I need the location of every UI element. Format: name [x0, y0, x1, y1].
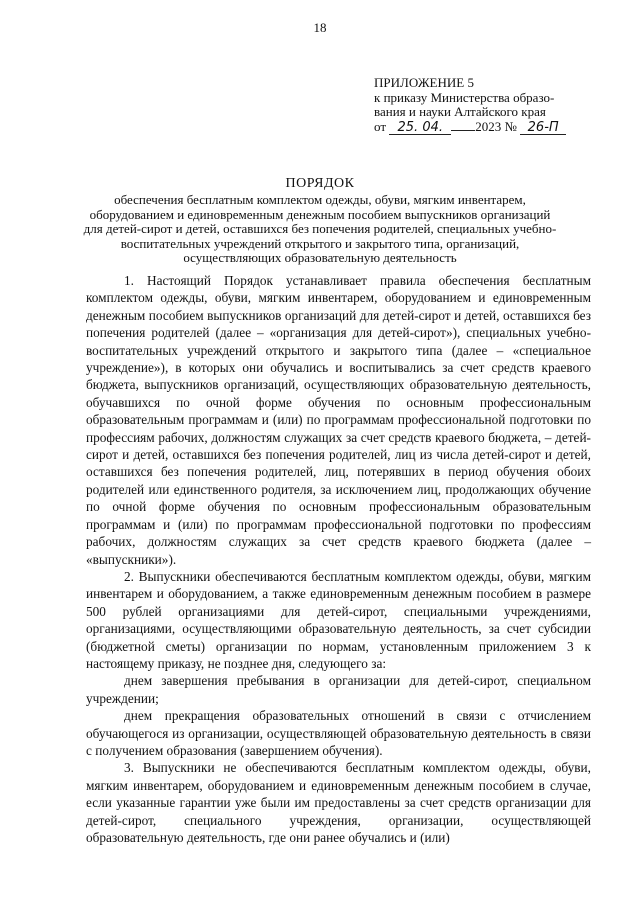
handwritten-number: 26-П — [527, 119, 559, 135]
date-blank — [451, 130, 475, 131]
paragraph-1: 1. Настоящий Порядок устанавливает правила обеспечения бесплатным комплектом одежды, обуви, мягким инвентарем, оборудованием и единовременным денежным пособием выпускников организаций для детей-сирот и детей, оставшихся без попечения родителей (далее – «организация для детей-сирот»), специальных учебно-воспитательных учреждений открытого и закрытого типа (далее – «специальное учреждение»), в которых они обучались и воспитывались за счет средств краевого бюджета, выпускников организаций, осуществляющих образовательную деятельность, обучавшихся по очной форме обучения по основным профессиональным образовательным программам и (или) по программам профессиональной подготовки по профессиям рабочих, должностям служащих за счет средств краевого бюджета, – детей-сирот и детей, оставшихся без попечения родителей, лиц из числа детей-сирот и детей, оставшихся без попечения родителей, лиц, потерявших в период обучения обоих родителей или единственного родителя, за исключением лиц, продолжающих обучение по очной форме обучения по основным профессиональным образовательным программам и (или) по программам профессиональной подготовки по профессиям рабочих, должностям служащих за счет средств краевого бюджета (далее – «выпускники»). — [86, 273, 591, 567]
handwritten-number-field — [520, 120, 566, 135]
handwritten-date: 25. 04. — [397, 119, 443, 135]
order-prefix: от — [374, 118, 387, 134]
paragraph-2-item-2: днем прекращения образовательных отношений в связи с отчислением обучающегося из организации, осуществляющей образовательную деятельность в связи с получением образования (завершением обучения). — [86, 708, 591, 758]
appendix-header — [374, 76, 614, 135]
appendix-line-2: вания и науки Алтайского края — [374, 104, 546, 119]
document-body — [86, 272, 591, 846]
paragraph-2: 2. Выпускники обеспечиваются бесплатным комплектом одежды, обуви, мягким инвентарем и оборудованием, а также единовременным денежным пособием в размере 500 рублей организациями для детей-сирот, специальными учреждениями, организациями, осуществляющими образовательную деятельность, за счет субсидии (бюджетной сметы) организации по нормам, установленным приложением 3 к настоящему приказу, не позднее дня, следующего за: — [86, 568, 591, 671]
document-subtitle: обеспечения бесплатным комплектом одежды, обуви, мягким инвентарем, оборудованием и единовременным денежным пособием выпускников организаций для детей-сирот и детей, оставшихся без попечения родителей, специальных учебно-воспитательных учреждений открытого и закрытого типа, организаций, осуществляющих образовательную деятельность — [83, 192, 557, 265]
document-title: ПОРЯДОК — [285, 176, 355, 191]
page-number: 18 — [313, 20, 327, 35]
handwritten-date-field — [389, 120, 451, 135]
appendix-line-1: к приказу Министерства образо- — [374, 89, 555, 105]
order-line — [374, 120, 614, 135]
number-sign: № — [504, 118, 517, 134]
order-year: 2023 — [475, 118, 502, 134]
paragraph-3: 3. Выпускники не обеспечиваются бесплатным комплектом одежды, обуви, мягким инвентарем, оборудованием и единовременным денежным пособием в случае, если указанные гарантии уже были им предоставлены за счет средств организации для детей-сирот, специального учреждения, организации, осуществляющей образовательную деятельность, где они ранее обучались и (или) — [86, 760, 591, 845]
paragraph-2-item-1: днем завершения пребывания в организации для детей-сирот, специальном учреждении; — [86, 673, 591, 706]
appendix-title: ПРИЛОЖЕНИЕ 5 — [374, 75, 474, 90]
